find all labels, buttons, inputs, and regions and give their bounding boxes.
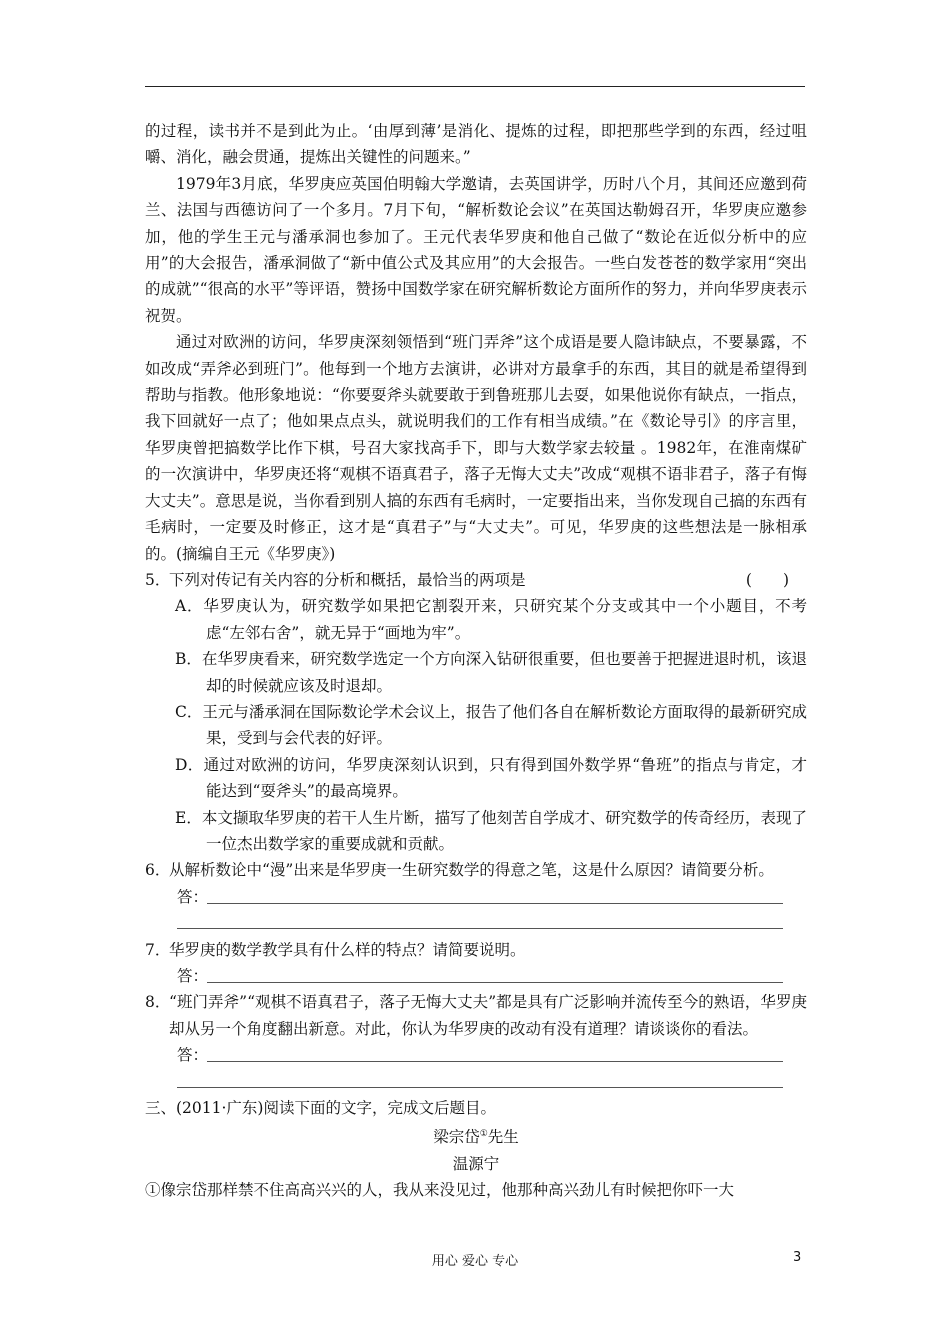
page-content bbox=[145, 118, 807, 1204]
answer-label: 答： bbox=[177, 1046, 209, 1065]
answer-line bbox=[207, 982, 783, 983]
question-8 bbox=[145, 989, 807, 1095]
article-first-line: ①像宗岱那样禁不住高高兴兴的人，我从来没见过，他那种高兴劲儿有时候把你吓一大 bbox=[145, 1181, 735, 1200]
answer-field[interactable] bbox=[177, 1069, 807, 1095]
header-rule bbox=[145, 86, 805, 87]
paragraph-2: 1979年3月底，华罗庚应英国伯明翰大学邀请，去英国讲学，历时八个月，其间还应邀到荷兰、法国与西德访问了一个多月。7月下旬，“解析数论会议”在英国达勒姆召开，华罗庚应邀参加，他的学生王元与潘承洞也参加了。王元代表华罗庚和他自己做了“数论在近似分析中的应用”的大会报告，潘承洞做了“新中值公式及其应用”的大会报告。一些白发苍苍的数学家用“突出的成就”“很高的水平”等评语，赞扬中国数学家在研究解析数论方面所作的努力，并向华罗庚表示祝贺。 bbox=[145, 174, 807, 325]
paragraph-3: 通过对欧洲的访问，华罗庚深刻领悟到“班门弄斧”这个成语是要人隐讳缺点，不要暴露，不如改成“弄斧必到班门”。他每到一个地方去演讲，必讲对方最拿手的东西，其目的就是希望得到帮助与指教。他形象地说：“你要耍斧头就要敢于到鲁班那儿去耍，如果他说你有缺点，一指点，我下回就好一点了；他如果点点头，就说明我们的工作有相当成绩。”在《数论导引》的序言里，华罗庚曾把搞数学比作下棋，号召大家找高手下，即与大数学家去较量 。1982年，在淮南煤矿的一次演讲中，华罗庚还将“观棋不语真君子，落子无悔大丈夫”改成“观棋不语非君子，落子有悔大丈夫”。意思是说，当你看到别人搞的东西有毛病时，一定要指出来，当你发现自己搞的东西有毛病时，一定要及时修正，这才是“真君子”与“大丈夫”。可见，华罗庚的这些想法是一脉相承的。(摘编自王元《华罗庚》) bbox=[145, 333, 807, 563]
question-text: “班门弄斧”“观棋不语真君子，落子无悔大丈夫”都是具有广泛影响并流传至今的熟语，华罗庚却从另一个角度翻出新意。对此，你认为华罗庚的改动有没有道理？请谈谈你的看法。 bbox=[169, 993, 807, 1038]
question-5 bbox=[145, 567, 807, 857]
question-7 bbox=[145, 937, 807, 990]
question-number: 7． bbox=[145, 940, 171, 959]
footer-slogan: 用心 爱心 专心 bbox=[431, 1254, 519, 1269]
option-d: D．通过对欧洲的访问，华罗庚深刻认识到，只有得到国外数学界“鲁班”的指点与肯定，才能达到“耍斧头”的最高境界。 bbox=[175, 755, 807, 801]
question-number: 6． bbox=[145, 861, 171, 880]
option-c: C．王元与潘承洞在国际数论学术会议上，报告了他们各自在解析数论方面取得的最新研究成果，受到与会代表的好评。 bbox=[175, 702, 807, 748]
answer-line bbox=[207, 903, 783, 904]
answer-field[interactable] bbox=[177, 1042, 807, 1068]
question-6 bbox=[145, 857, 807, 936]
question-number: 5． bbox=[145, 570, 171, 589]
answer-line bbox=[177, 928, 783, 929]
article-author: 温源宁 bbox=[452, 1154, 500, 1173]
article-title: 梁宗岱①先生 bbox=[433, 1128, 519, 1147]
question-number: 8． bbox=[145, 993, 171, 1012]
answer-label: 答： bbox=[177, 966, 209, 985]
answer-line bbox=[177, 1087, 783, 1088]
answer-field[interactable] bbox=[177, 884, 807, 910]
question-text: 华罗庚的数学教学具有什么样的特点？请简要说明。 bbox=[169, 940, 526, 959]
answer-label: 答： bbox=[177, 887, 209, 906]
question-text: 下列对传记有关内容的分析和概括，最恰当的两项是 bbox=[169, 570, 526, 589]
answer-bracket: ( ) bbox=[745, 570, 789, 589]
paragraph-1: 的过程，读书并不是到此为止。‘由厚到薄’是消化、提炼的过程，即把那些学到的东西，经过咀嚼、消化，融会贯通，提炼出关键性的问题来。” bbox=[145, 122, 807, 167]
page-number: 3 bbox=[793, 1250, 802, 1265]
answer-field[interactable] bbox=[177, 963, 807, 989]
option-b: B．在华罗庚看来，研究数学选定一个方向深入钻研很重要，但也要善于把握进退时机，该退却的时候就应该及时退却。 bbox=[175, 650, 807, 695]
answer-field[interactable] bbox=[177, 910, 807, 936]
option-a: A．华罗庚认为，研究数学如果把它割裂开来，只研究某个分支或其中一个小题目，不考虑“左邻右舍”，就无异于“画地为牢”。 bbox=[175, 597, 807, 642]
footnote-marker: ① bbox=[479, 1129, 488, 1140]
section-3-heading: 三、(2011·广东)阅读下面的文字，完成文后题目。 bbox=[145, 1098, 496, 1117]
option-e: E．本文撷取华罗庚的若干人生片断，描写了他刻苦自学成才、研究数学的传奇经历，表现了一位杰出数学家的重要成就和贡献。 bbox=[175, 808, 807, 853]
question-text: 从解析数论中“漫”出来是华罗庚一生研究数学的得意之笔，这是什么原因？请简要分析。 bbox=[169, 861, 774, 880]
answer-line bbox=[207, 1061, 783, 1062]
